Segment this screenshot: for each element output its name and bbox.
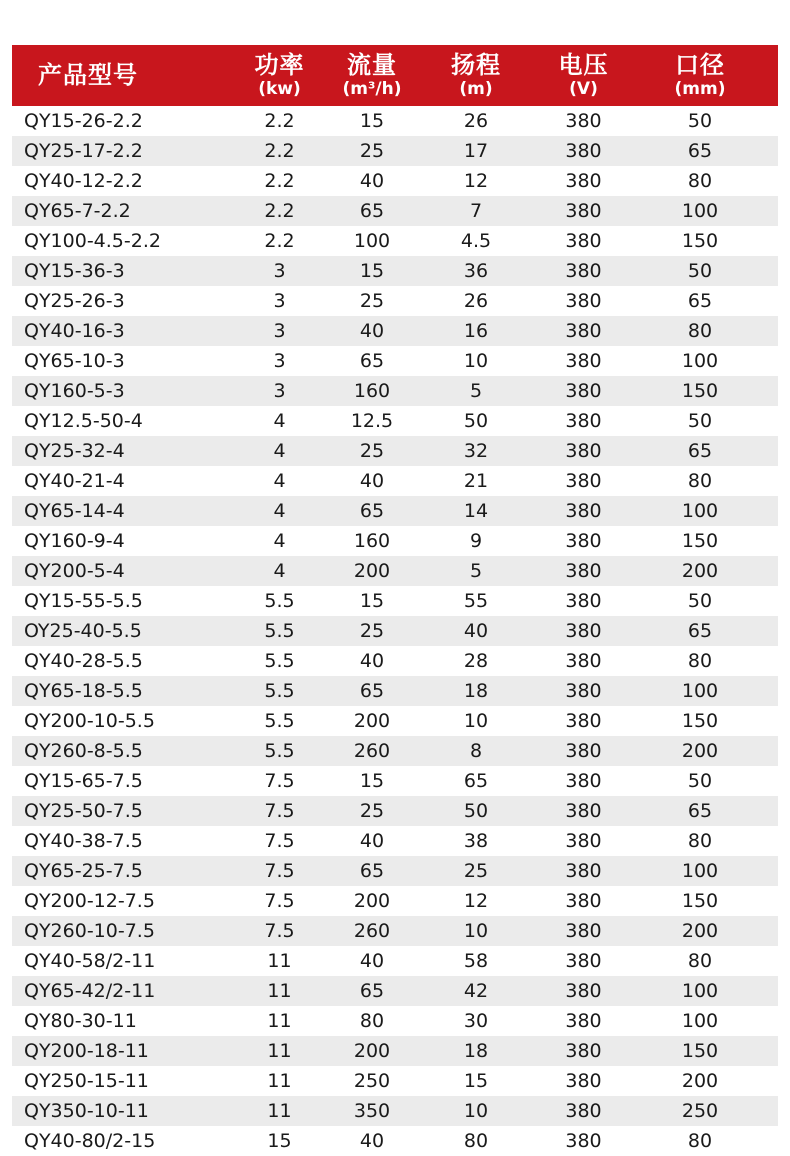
- cell-model: OY25-40-5.5: [24, 620, 142, 642]
- cell-head: 42: [463, 980, 489, 1002]
- table-row: [12, 1066, 778, 1096]
- cell-voltage: 380: [565, 620, 602, 642]
- table-row: [12, 856, 778, 886]
- cell-head: 28: [463, 650, 489, 672]
- cell-model: QY200-12-7.5: [24, 890, 155, 912]
- header-bore-unit: (mm): [674, 79, 726, 99]
- table-row: [12, 706, 778, 736]
- cell-voltage: 380: [565, 740, 602, 762]
- cell-flow: 15: [359, 110, 385, 132]
- cell-bore: 50: [687, 110, 713, 132]
- cell-bore: 100: [681, 680, 719, 702]
- cell-model: QY25-26-3: [24, 290, 125, 312]
- cell-bore: 65: [687, 440, 713, 462]
- cell-power: 2.2: [264, 200, 295, 222]
- table-row: [12, 436, 778, 466]
- table-row: [12, 376, 778, 406]
- cell-flow: 260: [353, 920, 391, 942]
- cell-voltage: 380: [565, 290, 602, 312]
- cell-power: 5.5: [264, 590, 295, 612]
- cell-model: QY200-18-11: [24, 1040, 149, 1062]
- cell-voltage: 380: [565, 140, 602, 162]
- table-row: [12, 256, 778, 286]
- cell-voltage: 380: [565, 1040, 602, 1062]
- cell-power: 7.5: [264, 830, 295, 852]
- cell-head: 10: [463, 350, 489, 372]
- cell-model: QY100-4.5-2.2: [24, 230, 161, 252]
- spec-table: [12, 45, 778, 1156]
- cell-power: 5.5: [264, 680, 295, 702]
- cell-power: 11: [267, 1040, 292, 1062]
- cell-power: 2.2: [264, 230, 295, 252]
- cell-model: QY12.5-50-4: [24, 410, 143, 432]
- cell-bore: 65: [687, 800, 713, 822]
- cell-bore: 150: [681, 710, 719, 732]
- cell-flow: 250: [353, 1070, 391, 1092]
- cell-flow: 40: [359, 170, 385, 192]
- cell-flow: 15: [359, 770, 385, 792]
- cell-voltage: 380: [565, 1130, 602, 1152]
- cell-power: 3: [273, 320, 286, 342]
- cell-voltage: 380: [565, 560, 602, 582]
- cell-model: QY65-42/2-11: [24, 980, 156, 1002]
- cell-flow: 65: [359, 500, 385, 522]
- cell-voltage: 380: [565, 860, 602, 882]
- header-flow-label: 流量: [347, 51, 397, 79]
- cell-power: 15: [267, 1130, 292, 1152]
- cell-flow: 25: [359, 620, 385, 642]
- cell-power: 11: [267, 1010, 292, 1032]
- cell-model: QY350-10-11: [24, 1100, 149, 1122]
- cell-voltage: 380: [565, 440, 602, 462]
- cell-bore: 150: [681, 890, 719, 912]
- table-row: [12, 196, 778, 226]
- cell-voltage: 380: [565, 530, 602, 552]
- table-row: [12, 1036, 778, 1066]
- cell-model: QY15-36-3: [24, 260, 125, 282]
- cell-head: 9: [469, 530, 483, 552]
- cell-model: QY25-17-2.2: [24, 140, 143, 162]
- cell-model: QY25-32-4: [24, 440, 125, 462]
- table-row: [12, 556, 778, 586]
- table-row: [12, 136, 778, 166]
- table-row: [12, 1096, 778, 1126]
- cell-bore: 80: [687, 830, 713, 852]
- cell-power: 4: [273, 530, 286, 552]
- cell-power: 7.5: [264, 890, 295, 912]
- cell-head: 10: [463, 1100, 489, 1122]
- cell-bore: 150: [681, 380, 719, 402]
- cell-voltage: 380: [565, 230, 602, 252]
- cell-flow: 40: [359, 830, 385, 852]
- table-row: [12, 646, 778, 676]
- cell-head: 8: [469, 740, 483, 762]
- cell-power: 4: [273, 410, 286, 432]
- cell-bore: 200: [681, 920, 719, 942]
- cell-voltage: 380: [565, 1100, 602, 1122]
- cell-bore: 80: [687, 470, 713, 492]
- cell-voltage: 380: [565, 890, 602, 912]
- cell-flow: 350: [353, 1100, 391, 1122]
- cell-head: 55: [463, 590, 489, 612]
- cell-flow: 160: [353, 530, 391, 552]
- header-power-unit: (kw): [258, 79, 301, 99]
- cell-flow: 25: [359, 290, 385, 312]
- cell-power: 7.5: [264, 770, 295, 792]
- header-head-label: 扬程: [451, 51, 501, 79]
- cell-bore: 65: [687, 290, 713, 312]
- cell-power: 5.5: [264, 710, 295, 732]
- cell-flow: 200: [353, 710, 391, 732]
- cell-flow: 200: [353, 890, 391, 912]
- cell-bore: 50: [687, 770, 713, 792]
- table-row: [12, 1126, 778, 1156]
- cell-bore: 150: [681, 1040, 719, 1062]
- cell-flow: 40: [359, 320, 385, 342]
- cell-voltage: 380: [565, 260, 602, 282]
- cell-head: 58: [463, 950, 489, 972]
- cell-flow: 15: [359, 590, 385, 612]
- cell-head: 65: [463, 770, 489, 792]
- cell-model: QY25-50-7.5: [24, 800, 143, 822]
- cell-bore: 50: [687, 590, 713, 612]
- table-row: [12, 676, 778, 706]
- header-voltage: [545, 45, 622, 106]
- cell-voltage: 380: [565, 950, 602, 972]
- cell-flow: 200: [353, 1040, 391, 1062]
- cell-model: QY200-10-5.5: [24, 710, 155, 732]
- cell-head: 5: [469, 380, 483, 402]
- cell-flow: 65: [359, 860, 385, 882]
- cell-voltage: 380: [565, 200, 602, 222]
- cell-head: 14: [463, 500, 489, 522]
- header-power-label: 功率: [254, 51, 305, 79]
- table-body: [12, 106, 778, 1156]
- cell-model: QY65-18-5.5: [24, 680, 143, 702]
- cell-flow: 65: [359, 980, 385, 1002]
- table-row: [12, 586, 778, 616]
- cell-power: 11: [267, 950, 292, 972]
- header-bore: [622, 45, 778, 106]
- header-voltage-label: 电压: [558, 51, 609, 79]
- cell-head: 12: [463, 170, 489, 192]
- cell-head: 21: [463, 470, 489, 492]
- cell-voltage: 380: [565, 650, 602, 672]
- cell-bore: 65: [687, 620, 713, 642]
- cell-bore: 50: [687, 260, 713, 282]
- cell-model: QY40-16-3: [24, 320, 125, 342]
- cell-power: 4: [273, 500, 286, 522]
- header-head-unit: (m): [459, 79, 493, 99]
- cell-bore: 80: [687, 170, 713, 192]
- cell-voltage: 380: [565, 710, 602, 732]
- cell-model: QY65-7-2.2: [24, 200, 131, 222]
- table-row: [12, 166, 778, 196]
- cell-voltage: 380: [565, 590, 602, 612]
- table-row: [12, 496, 778, 526]
- cell-bore: 100: [681, 350, 719, 372]
- header-flow-unit: (m³/h): [342, 79, 402, 99]
- cell-flow: 160: [353, 380, 391, 402]
- table-header: [12, 45, 778, 106]
- cell-power: 5.5: [264, 740, 295, 762]
- table-row: [12, 226, 778, 256]
- table-row: [12, 886, 778, 916]
- cell-power: 7.5: [264, 920, 295, 942]
- table-row: [12, 406, 778, 436]
- cell-model: QY260-10-7.5: [24, 920, 155, 942]
- cell-power: 2.2: [264, 170, 295, 192]
- cell-flow: 40: [359, 950, 385, 972]
- header-bore-label: 口径: [675, 51, 725, 79]
- cell-head: 40: [463, 620, 489, 642]
- cell-power: 11: [267, 980, 292, 1002]
- header-power: [222, 45, 337, 106]
- cell-head: 30: [463, 1010, 489, 1032]
- cell-head: 15: [463, 1070, 489, 1092]
- cell-model: QY40-28-5.5: [24, 650, 143, 672]
- cell-voltage: 380: [565, 350, 602, 372]
- cell-power: 3: [273, 290, 286, 312]
- cell-flow: 100: [353, 230, 391, 252]
- cell-bore: 80: [687, 650, 713, 672]
- cell-voltage: 380: [565, 410, 602, 432]
- cell-power: 3: [273, 350, 286, 372]
- cell-head: 26: [463, 290, 489, 312]
- cell-power: 7.5: [264, 860, 295, 882]
- cell-head: 18: [463, 680, 489, 702]
- cell-model: QY65-25-7.5: [24, 860, 143, 882]
- cell-flow: 80: [359, 1010, 385, 1032]
- table-row: [12, 1006, 778, 1036]
- cell-bore: 80: [687, 320, 713, 342]
- cell-model: QY65-14-4: [24, 500, 125, 522]
- cell-flow: 25: [359, 140, 385, 162]
- cell-bore: 200: [681, 560, 719, 582]
- cell-voltage: 380: [565, 800, 602, 822]
- cell-head: 36: [463, 260, 489, 282]
- cell-flow: 260: [353, 740, 391, 762]
- cell-voltage: 380: [565, 680, 602, 702]
- cell-model: QY160-5-3: [24, 380, 125, 402]
- header-model: [12, 45, 222, 106]
- cell-flow: 65: [359, 680, 385, 702]
- cell-flow: 65: [359, 200, 385, 222]
- header-flow: [337, 45, 407, 106]
- table-row: [12, 766, 778, 796]
- cell-model: QY40-21-4: [24, 470, 125, 492]
- cell-bore: 200: [681, 1070, 719, 1092]
- cell-power: 11: [267, 1070, 292, 1092]
- cell-power: 2.2: [264, 110, 295, 132]
- cell-voltage: 380: [565, 500, 602, 522]
- cell-bore: 200: [681, 740, 719, 762]
- cell-head: 4.5: [460, 230, 492, 252]
- cell-bore: 250: [681, 1100, 719, 1122]
- cell-model: QY15-55-5.5: [24, 590, 143, 612]
- cell-bore: 80: [687, 1130, 713, 1152]
- table-row: [12, 916, 778, 946]
- cell-power: 5.5: [264, 620, 295, 642]
- cell-voltage: 380: [565, 170, 602, 192]
- cell-power: 4: [273, 560, 286, 582]
- header-head: [407, 45, 545, 106]
- cell-head: 38: [463, 830, 489, 852]
- cell-bore: 100: [681, 980, 719, 1002]
- cell-head: 80: [463, 1130, 489, 1152]
- cell-voltage: 380: [565, 1070, 602, 1092]
- cell-model: QY40-12-2.2: [24, 170, 143, 192]
- cell-head: 25: [463, 860, 489, 882]
- cell-head: 32: [463, 440, 489, 462]
- cell-model: QY65-10-3: [24, 350, 125, 372]
- cell-voltage: 380: [565, 380, 602, 402]
- cell-bore: 50: [687, 410, 713, 432]
- cell-voltage: 380: [565, 1010, 602, 1032]
- cell-bore: 100: [681, 500, 719, 522]
- cell-model: QY200-5-4: [24, 560, 125, 582]
- cell-flow: 12.5: [350, 410, 394, 432]
- cell-head: 50: [463, 800, 489, 822]
- table-row: [12, 286, 778, 316]
- cell-model: QY260-8-5.5: [24, 740, 143, 762]
- cell-model: QY15-65-7.5: [24, 770, 143, 792]
- cell-head: 16: [463, 320, 489, 342]
- cell-power: 11: [267, 1100, 292, 1122]
- cell-head: 7: [469, 200, 483, 222]
- cell-voltage: 380: [565, 770, 602, 792]
- cell-bore: 65: [687, 140, 713, 162]
- cell-bore: 80: [687, 950, 713, 972]
- cell-model: QY40-80/2-15: [24, 1130, 156, 1152]
- table-row: [12, 946, 778, 976]
- cell-voltage: 380: [565, 980, 602, 1002]
- cell-bore: 100: [681, 860, 719, 882]
- table-row: [12, 976, 778, 1006]
- cell-model: QY40-58/2-11: [24, 950, 156, 972]
- header-voltage-unit: (V): [569, 79, 598, 99]
- cell-flow: 40: [359, 650, 385, 672]
- cell-voltage: 380: [565, 320, 602, 342]
- table-row: [12, 826, 778, 856]
- cell-model: QY80-30-11: [24, 1010, 137, 1032]
- table-row: [12, 466, 778, 496]
- cell-power: 5.5: [264, 650, 295, 672]
- cell-head: 12: [463, 890, 489, 912]
- cell-head: 50: [463, 410, 489, 432]
- cell-bore: 150: [681, 530, 719, 552]
- table-row: [12, 346, 778, 376]
- cell-head: 17: [463, 140, 489, 162]
- cell-head: 26: [463, 110, 489, 132]
- table-row: [12, 106, 778, 136]
- cell-head: 18: [463, 1040, 489, 1062]
- cell-flow: 65: [359, 350, 385, 372]
- cell-power: 7.5: [264, 800, 295, 822]
- cell-head: 5: [469, 560, 483, 582]
- cell-head: 10: [463, 920, 489, 942]
- cell-model: QY40-38-7.5: [24, 830, 143, 852]
- table-row: [12, 736, 778, 766]
- cell-bore: 150: [681, 230, 719, 252]
- table-row: [12, 796, 778, 826]
- cell-voltage: 380: [565, 830, 602, 852]
- cell-flow: 25: [359, 440, 385, 462]
- cell-voltage: 380: [565, 470, 602, 492]
- table-row: [12, 316, 778, 346]
- cell-flow: 15: [359, 260, 385, 282]
- cell-power: 4: [273, 440, 286, 462]
- cell-flow: 40: [359, 1130, 385, 1152]
- cell-model: QY15-26-2.2: [24, 110, 143, 132]
- cell-power: 3: [273, 260, 286, 282]
- cell-flow: 25: [359, 800, 385, 822]
- cell-bore: 100: [681, 200, 719, 222]
- header-model-label: 产品型号: [38, 61, 138, 89]
- table-row: [12, 616, 778, 646]
- cell-model: QY250-15-11: [24, 1070, 149, 1092]
- cell-power: 2.2: [264, 140, 295, 162]
- cell-voltage: 380: [565, 110, 602, 132]
- cell-power: 4: [273, 470, 286, 492]
- cell-flow: 40: [359, 470, 385, 492]
- cell-model: QY160-9-4: [24, 530, 125, 552]
- cell-flow: 200: [353, 560, 391, 582]
- table-row: [12, 526, 778, 556]
- cell-bore: 100: [681, 1010, 719, 1032]
- cell-head: 10: [463, 710, 489, 732]
- cell-power: 3: [273, 380, 286, 402]
- cell-voltage: 380: [565, 920, 602, 942]
